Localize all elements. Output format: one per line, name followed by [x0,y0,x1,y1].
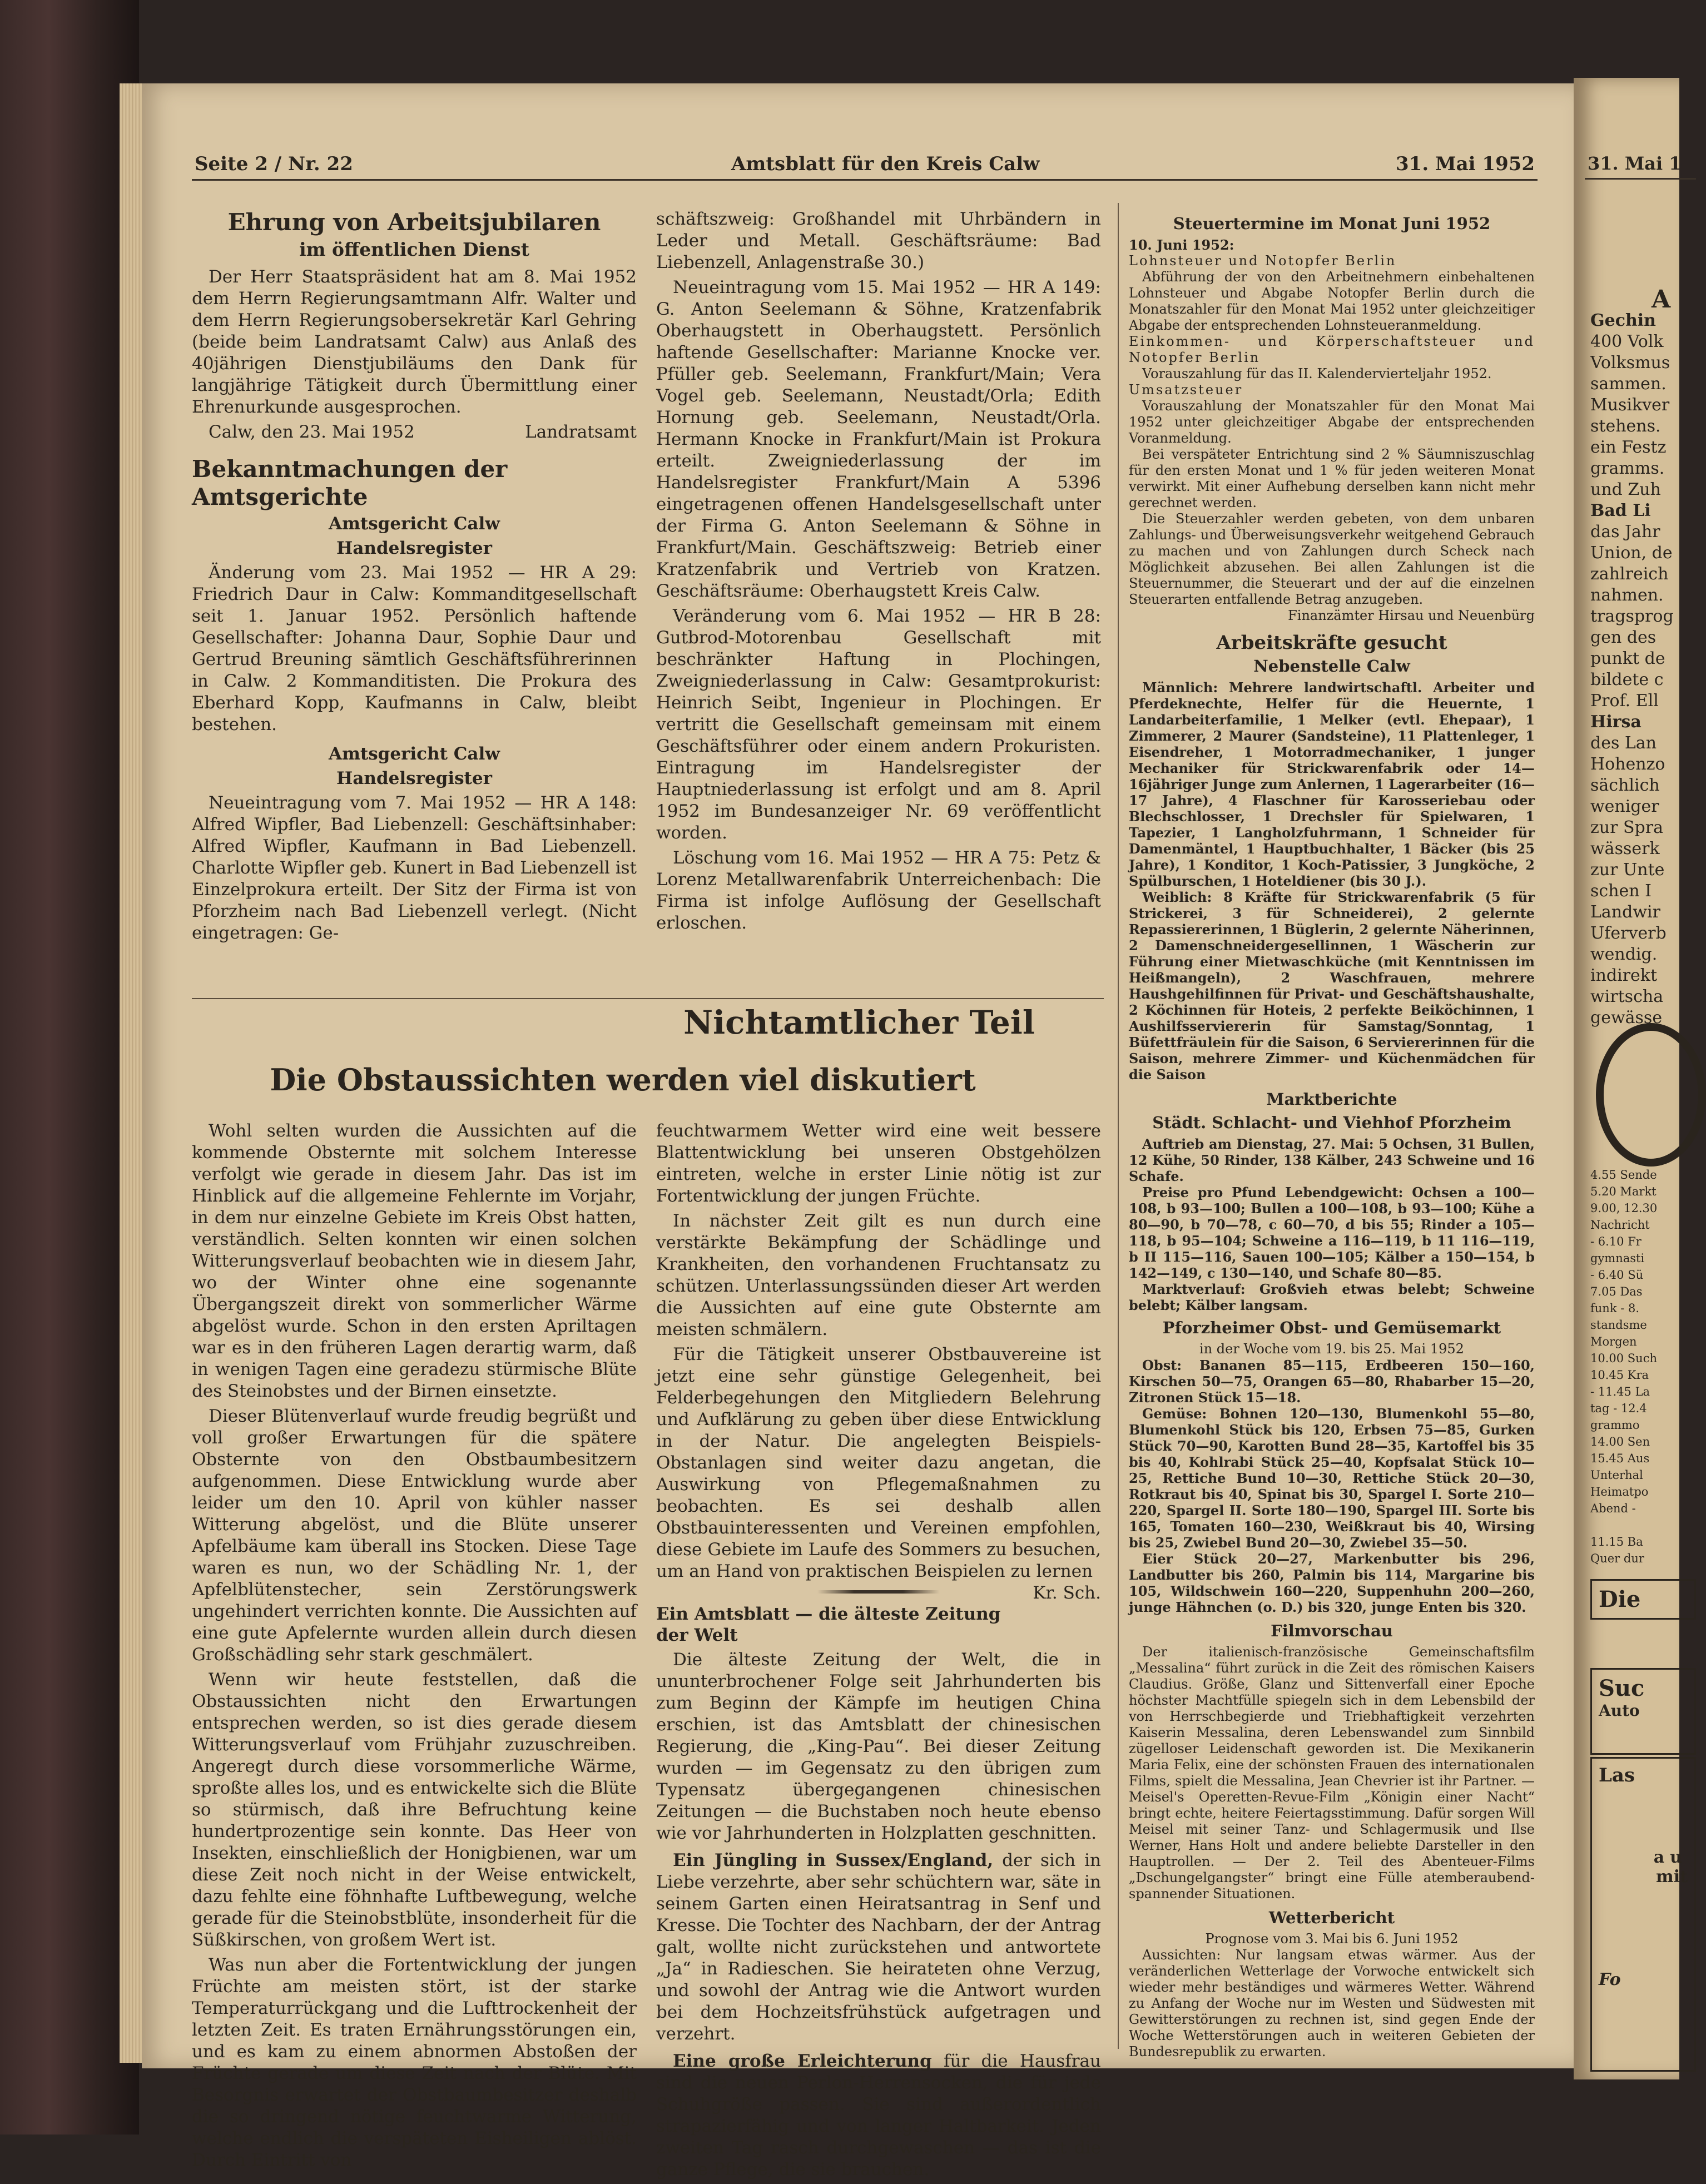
next-page-line: gewässe [1590,1008,1663,1028]
job-list: Männlich: Mehrere landwirtschaftl. Arbeiter und Pferdeknechte, Helfer für die Heuernte, 1 Landarbeiterfamilie, 1 Melker (evtl. Ehepaar), 1 Zimmerer, 2 Maurer (Sandsteine), 11 Plattenleger, 1 Eisendreher, 1 Motorradmechaniker, 1 junger Mechaniker für Strickwarenfabrik oder 14—16jähriger Junge zum Anlernen, 1 Lagerarbeiter (16—17 Jahre), 4 Flaschner für Karosseriebau oder Blechschlosser, 1 Drechsler für Spielwaren, 1 Tapezier, 1 Langholzfuhrmann, 1 Schneider für Damenmäntel, 1 Hauptbuchhalter, 1 Bäcker (bis 25 Jahre), 1 Konditor, 1 Koch-Patissier, 3 Jungköche, 2 Spülburschen, 1 Hoteldiener (bis 30 J.). [1129,679,1535,889]
paragraph: Der Herr Staatspräsident hat am 8. Mai 1952 dem Herrn Regierungsamtmann Alfr. Walter und dem Herrn Regierungsobersekretär Karl Gehring (beide beim Landratsamt Calw) aus Anlaß des 40jährigen Dienstjubiläums den Dank für langjährige Tätigkeit durch Übermittlung einer Ehrenurkunde ausgesprochen. [192,267,637,417]
paragraph: Vorauszahlung für das II. Kalendervierteljahr 1952. [1142,366,1492,381]
section-title: Steuertermine im Monat Juni 1952 [1173,214,1491,233]
next-page-line: des Lan [1590,733,1657,753]
radio-line: Heimatpo [1590,1485,1649,1498]
ad-text: Suc [1599,1675,1645,1701]
radio-line: Unterhal [1590,1468,1643,1482]
register-name: Handelsregister [336,538,492,558]
column-2-lower [656,1120,1101,2184]
dateline: Calw, den 23. Mai 1952 Landratsamt [209,422,637,442]
radio-line: - 11.45 La [1590,1385,1650,1398]
section-banner: Nichtamtlicher Teil [683,1004,1035,1041]
radio-line: 11.15 Ba [1590,1535,1643,1548]
next-page-line: und Zuh [1590,480,1661,499]
ad-text: Fo [1599,1970,1621,1989]
ad-text: Auto [1599,1701,1640,1720]
section-subtitle: in der Woche vom 19. bis 25. Mai 1952 [1199,1341,1464,1357]
next-page-line: bildete c [1590,670,1664,689]
newspaper-page [142,83,1576,2180]
newspaper-title: Amtsblatt für den Kreis Calw [731,153,1040,175]
paragraph: Abführung der von den Arbeitnehmern einbehaltenen Lohnsteuer und Abgabe Notopfer Berlin durch die Monatszahler für den Monat Mai 1952 unter gleichzeitiger Abgabe der entsprechenden Lohnsteueranmeldung. [1129,269,1535,333]
ad-text: Las [1599,1764,1635,1786]
next-page-line: Bad Li [1590,501,1651,520]
column-1-upper [192,209,637,947]
advertisement [1590,1668,1696,1755]
section-subtitle: Städt. Schlacht- und Viehhof Pforzheim [1152,1113,1511,1132]
paragraph: Bei verspäteter Entrichtung sind 2 % Säumniszuschlag für den ersten Monat und 1 % für jeden weiteren Monat verwirkt. Mit einer Aufhebung derselben kann nicht mehr gerechnet werden. [1129,446,1535,510]
next-page-line: tragsprog [1590,607,1674,626]
section-title: Bekanntmachungen der Amtsgerichte [192,455,508,510]
paragraph: Marktverlauf: Großvieh etwas belebt; Schweine belebt; Kälber langsam. [1129,1281,1535,1313]
paragraph: Gemüse: Bohnen 120—130, Blumenkohl 55—80, Blumenkohl Stück bis 120, Erbsen 75—85, Gurken Stück 70—90, Karotten Bund 28—35, Kartoffel bis 35 bis 40, Kohlrabi Stück 25—40, Kopfsalat Stück 10—25, Rettiche Bund 10—30, Rettiche Stück 20—30, Rotkraut bis 40, Spinat bis 30, Spargel I. Sorte 210—220, Spargel II. Sorte 180—190, Spargel III. Sorte bis 165, Tomaten 160—230, Weißkraut bis 40, Wirsing bis 25, Zwiebel Bund 20—30, Zwiebel 35—50. [1129,1406,1535,1551]
next-page-line: wirtscha [1590,987,1664,1006]
radio-line: 14.00 Sen [1590,1435,1650,1448]
next-page-date: 31. Mai 1 [1588,153,1682,174]
next-page-line: Musikver [1590,395,1670,415]
column-1-lower [192,1120,637,2175]
register-name: Handelsregister [336,768,492,788]
next-page-line: Union, de [1590,543,1673,563]
next-page-line: Landwir [1590,902,1660,922]
ad-text: mit [1656,1867,1688,1887]
section-subtitle: Nebenstelle Calw [1253,657,1410,676]
job-list: Weiblich: 8 Kräfte für Strickwarenfabrik (5 für Strickerei, 3 für Schneiderei), 2 gelernte Repassiererinnen, 1 Büglerin, 2 gelernte Näherinnen, 2 Damenschneidergesellinnen, 1 Wäscherin zur Führung einer Mietwaschküche (mit Kenntnissen im Heißmangeln), 2 Waschfrauen, mehrere Haushgehilfinnen für Privat- und Geschäftshaushalte, 2 Köchinnen für Hoteis, 2 perfekte Beiköchinnen, 1 Aushilfsserviererin für Samstag/Sonntag, 1 Büfettfräulein für die Saison, 6 Serviererinnen für die Saison, mehrere Zimmer- und Küchenmädchen für die Saison [1129,889,1535,1083]
radio-line: tag - 12.4 [1590,1402,1647,1415]
paragraph: Veränderung vom 6. Mai 1952 — HR B 28: Gutbrod-Motorenbau Gesellschaft mit beschränkter Haftung in Plochingen, Zweigniederlassung in Calw: Gesamtprokurist: Heinrich Seibt, Ingenieur in Plochingen. Er vertritt die Gesellschaft gemeinsam mit einem Geschäftsführer oder einem andern Prokuristen. Eintragung im Handelsregister der Hauptniederlassung ist erfolgt und am 8. April 1952 im Bundesanzeiger Nr. 69 veröffentlicht worden. [656,606,1101,843]
paragraph: Auftrieb am Dienstag, 27. Mai: 5 Ochsen, 31 Bullen, 12 Kühe, 50 Rinder, 138 Kälber, 243 Schweine und 16 Schafe. [1129,1136,1535,1184]
radio-line: 9.00, 12.30 [1590,1202,1658,1215]
next-page-line: ein Festz [1590,438,1667,457]
next-page-line: wendig. [1590,945,1658,964]
paragraph: Aussichten: Nur langsam etwas wärmer. Aus der veränderlichen Wetterlage der Vorwoche entwickelt sich wieder mehr beständiges und wärmeres Wetter. Während zu Anfang der Woche nur im Westen und Südwesten mit Gewitterstörungen zu rechnen ist, sind gegen Ende der Woche Wetterstörungen auch in weiteren Gebieten der Bundesrepublik zu erwarten. [1129,1947,1535,2059]
next-page-line: Gechin [1590,311,1656,330]
next-page-line: sächlich [1590,776,1660,795]
radio-line: funk - 8. [1590,1302,1640,1315]
next-page-line: stehens. [1590,416,1661,436]
article-title: Ehrung von Arbeitsjubilaren [227,209,601,236]
paragraph: Der italienisch-französische Gemeinschaftsfilm „Messalina“ führt zurück in die Zeit des römischen Kaisers Claudius. Größe, Glanz und Sittenverfall einer Epoche höchster Machtfülle spiegeln sich in dem Lebensbild der von Herrschbegierde und Triebhaftigkeit verzehrten Kaiserin Messalina, deren Lebenswandel zum Sinnbild zügelloser Leidenschaft geworden ist. Die Mexikanerin Maria Felix, eine der schönsten Frauen des internationalen Films, spielt die Messalina, Jean Chevrier ist ihr Partner. — Meisel's Operetten-Revue-Film „Königin einer Nacht“ bringt echte, heitere Feiertagsstimmung. Dafür sorgen Will Meisel mit seiner Tanz- und Schlagermusik und Ilse Werner, Hans Holt und andere beliebte Darsteller in den Hauptrollen. — Der 2. Teil des Abenteuer-Films „Dschungelgangster“ bringt eine Fülle atemberaubend-spannender Situationen. [1129,1644,1535,1902]
page-number: Seite 2 / Nr. 22 [195,153,353,175]
radio-line: 4.55 Sende [1590,1168,1657,1182]
radio-line: gymnasti [1590,1252,1645,1265]
section-subtitle: Prognose vom 3. Mai bis 6. Juni 1952 [1205,1931,1459,1947]
paragraph: schäftszweig: Großhandel mit Uhrbändern in Leder und Metall. Geschäftsräume: Bad Liebenzell, Anlagenstraße 30.) [656,209,1101,272]
paragraph: Dieser Blütenverlauf wurde freudig begrüßt und voll großer Erwartungen für die spätere Obsternte von den Obstbaumbesitzern aufgenommen. Diese Entwicklung wurde aber leider um den 10. April von kühler nasser Witterung abgelöst, und die Blüte unserer Apfelbäume kam überall ins Stocken. Diese Tage waren es nun, wo der Schädling Nr. 1, der Apfelblütenstecher, sein Zerstörungswerk ungehindert verrichten konnte. Die Aussichten auf eine gute Apfelernte wurden allein durch diesen Großschädling sehr stark geschmälert. [192,1406,637,1665]
signature: Finanzämter Hirsau und Neuenbürg [1288,608,1535,623]
next-page-line: schen I [1590,881,1652,901]
tax-heading: Einkommen- und Körperschaftsteuer und Notopfer Berlin [1129,334,1535,365]
radio-line: 10.45 Kra [1590,1368,1649,1382]
radio-line: Morgen [1590,1335,1637,1348]
next-page-line: wässerk [1590,839,1660,858]
paragraph: Vorauszahlung der Monatszahler für den Monat Mai 1952 unter gleichzeitiger Abgabe der entsprechenden Voranmeldung. [1129,398,1535,446]
signature: Landratsamt [525,422,637,442]
article-title: Ein Amtsblatt — die älteste Zeitung der Welt [656,1604,1001,1645]
next-page-line: 400 Volk [1590,332,1664,351]
paragraph: Neueintragung vom 15. Mai 1952 — HR A 149: G. Anton Seelemann & Söhne, Kratzenfabrik Oberhaugstett in Oberhaugstett. Persönlich haftende Gesellschafter: Marianne Knocke ver. Pfüller geb. Seelemann, Frankfurt/Main; Vera Vogel geb. Seelemann, Neustadt/Orla; Edith Hornung geb. Seelemann, Neustadt/Orla. Hermann Knocke in Frankfurt/Main ist Prokura erteilt. Zweigniederlassung der im Handelsregister Frankfurt/Main A 5396 eingetragenen offenen Handelsgesellschaft unter der Firma G. Anton Seelemann & Söhne in Frankfurt/Main. Geschäftszweig: Betrieb einer Kratzenfabrik und Vertrieb von Kratzen. Geschäftsräume: Oberhaugstett Kreis Calw. [656,277,1101,601]
column-2-upper [656,209,1101,937]
ad-text: au [1653,1848,1688,1867]
paragraph: Eier Stück 20—27, Markenbutter bis 296, Landbutter bis 260, Palmin bis 114, Margarine bis 105, Wildschwein 160—220, Suppenhuhn 200—260, junge Hähnchen (o. D.) bis 320, junge Enten bis 320. [1129,1551,1535,1615]
next-page-line: Hirsa [1590,712,1641,732]
radio-line: grammo [1590,1418,1640,1432]
column-rule [1118,203,1119,2049]
paragraph: Wenn wir heute feststellen, daß die Obstaussichten nicht den Erwartungen entsprechen werden, so ist dies gerade diesem Witterungsverlauf vom Frühjahr zuzuschreiben. Angeregt durch diese vorsommerliche Wärme, sproßte alles los, und es entwickelte sich die Blüte so stürmisch, daß ihre Befruchtung keine hundertprozentige sein konnte. Das Heer von Insekten, einschließlich der Honigbienen, war um diese Zeit noch nicht in der Weise entwickelt, dazu fehlte eine föhnhafte Luftbewegung, welche gerade für die Steinobstblüte, insonderheit für die Süßkirschen, von großem Wert ist. [192,1670,637,1950]
headline: Die Obstaussichten werden viel diskutiert [270,1062,976,1098]
paragraph: Ein Jüngling in Sussex/England, der sich in Liebe verzehrte, aber sehr schüchtern war, säte in seinem Garten einen Heiratsantrag in Senf und Kresse. Die Tochter des Nachbarn, der der Antrag galt, wollte nicht zurückstehen und antwortete „Ja“ in Radieschen. Sie heirateten ohne Verzug, und sowohl der Antrag wie die Antwort wurden bei dem Hochzeitsfrühstück aufgetragen und verzehrt. [656,1850,1101,2044]
paragraph: Preise pro Pfund Lebendgewicht: Ochsen a 100—108, b 93—100; Bullen a 100—108, b 93—100; Kühe a 80—90, b 70—78, c 60—70, d bis 55; Rinder a 105—118, b 95—104; Schweine a 116—119, b 11 116—119, b II 115—116, Sauen 100—105; Kälber a 150—154, b 142—149, c 130—140, und Schafe 80—85. [1129,1184,1535,1281]
radio-line: - 6.10 Fr [1590,1235,1641,1248]
paragraph: Löschung vom 16. Mai 1952 — HR A 75: Petz & Lorenz Metallwarenfabrik Unterreichenbach: Die Firma ist infolge Auflösung der Gesellschaft erloschen. [656,848,1101,933]
paragraph: feuchtwarmem Wetter wird eine weit bessere Blattentwicklung bei unseren Obstgehölzen eintreten, welche in erster Linie nötig ist zur Fortentwicklung der jungen Früchte. [656,1121,1101,1206]
next-page-line: Volksmus [1590,353,1670,373]
divider [192,998,1104,999]
paragraph: In nächster Zeit gilt es nun durch eine verstärkte Bekämpfung der Schädlinge und Krankheiten, den vorhandenen Fruchtansatz zu schützen. Unterlassungssünden dieser Art werden die Aussichten auf eine gute Obsternte am meisten schmälern. [656,1211,1101,1339]
paragraph: Die Steuerzahler werden gebeten, von dem unbaren Zahlungs- und Überweisungsverkehr weitgehend Gebrauch zu machen und von Zahlungen durch Scheck nach Möglichkeit abzusehen. Bei allen Zahlungen ist die Steuernummer, die Steuerart und der auf die einzelnen Steuerarten entfallende Betrag anzugeben. [1129,511,1535,607]
section-title: Wetterbericht [1268,1908,1395,1927]
radio-line: Quer dur [1590,1552,1644,1565]
radio-line: Nachricht [1590,1218,1650,1232]
next-page-line: Prof. Ell [1590,691,1659,711]
next-page-line: sammen. [1590,374,1667,394]
advertisement: Die [1590,1579,1696,1620]
next-page-line: Hohenzo [1590,755,1665,774]
next-page-line: nahmen. [1590,585,1664,605]
radio-line: 7.05 Das [1590,1285,1643,1298]
next-page-line: zur Spra [1590,818,1663,837]
next-page-line: das Jahr [1590,522,1660,542]
next-page-line: zahlreich [1590,564,1669,584]
date-line: 10. Juni 1952: [1129,237,1234,253]
next-page-line: gramms. [1590,459,1665,478]
column-3 [1129,211,1535,2060]
article-subtitle: im öffentlichen Dienst [299,239,529,260]
signature: Kr. Sch. [1033,1583,1101,1603]
paragraph: Was nun aber die Fortentwicklung der jungen Früchte am meisten stört, ist der starke Temperaturrückgang und die Lufttrockenheit der letzten Zeit. Es traten Ernährungsstörungen ein, und es kam zu einem abnormen Abstoßen der Früchte gerade um diese Zeit nach der Blüte. Mit Besorgnis erwartet der Obstbaumbesitzer deshalb die so dringend nötige feuchtwarme Witterung, welche endlich die verspäteten Eisheiligen ablöst. Durch Eintritt von [192,1955,637,2170]
radio-line: 10.00 Such [1590,1352,1657,1365]
book-binding [0,0,139,2135]
tax-heading: Lohnsteuer und Notopfer Berlin [1129,253,1397,269]
radio-line: Abend - [1590,1502,1636,1515]
paragraph: Die älteste Zeitung der Welt, die in ununterbrochener Folge seit Jahrhunderten bis zum Beginn der Kämpfe im heutigen China erschien, ist das Amtsblatt der chinesischen Regierung, die „King-Pau“. Bei dieser Zeitung wurden — im Gegensatz zu den übrigen zum Typensatz übergegangenen chinesischen Zeitungen — die Buchstaben noch heute ebenso wie vor Jahrhunderten in Holzplatten geschnitten. [656,1650,1101,1843]
radio-line: standsme [1590,1318,1647,1332]
radio-line: - 6.40 Sü [1590,1268,1644,1282]
tax-heading: Umsatzsteuer [1129,382,1243,398]
section-title: Filmvorschau [1271,1621,1393,1640]
paragraph: Obst: Bananen 85—115, Erdbeeren 150—160, Kirschen 50—75, Orangen 65—80, Rhabarber 15—20, Zitronen Stück 15—18. [1129,1357,1535,1406]
next-page-line: gen des [1590,628,1657,647]
section-title: Marktberichte [1266,1090,1397,1109]
logo-emblem [1596,1023,1706,1167]
next-page-line: indirekt [1590,966,1658,985]
paragraph: Eine große Erleichterung für die Hausfrau sind die neuen Perlon-Herrensocken, die für jede Schuhgröße passen. Sie sind außerordentlich strapazierfähig und von langer Haltbarkeit. Jeden zweiten Tag rasch durchgewaschen — das ist die ganze Pflege, die sie brauchen. [656,2051,1102,2180]
paragraph: Wohl selten wurden die Aussichten auf die kommende Obsternte mit solchem Interesse verfolgt wie gerade in diesem Jahr. Das ist im Hinblick auf die allgemeine Fehlernte im Vorjahr, in dem nur einzelne Gebiete im Kreis Obst hatten, verständlich. Selten konnten wir einen solchen Witterungsverlauf beobachten wie in diesem Jahr, wo der Winter ohne eine sogenannte Übergangszeit direkt von sommerlicher Wärme abgelöst wurde. Schon in den ersten Apriltagen war es in den früheren Lagen derartig warm, daß in wenigen Tagen eine geradezu stürmische Blüte des Steinobstes und der Birnen einsetzte. [192,1121,637,1401]
next-page-edge [1574,78,1688,2079]
paragraph: Für die Tätigkeit unserer Obstbauvereine ist jetzt eine sehr günstige Gelegenheit, bei Felderbegehungen den Mitgliedern Belehrung und Aufklärung zu geben über diese Entwicklung in der Natur. Die angelegten Beispiels-Obstanlagen sind weiter dazu angetan, die Auswirkung von Pflegemaßnahmen zu beobachten. Es sei deshalb allen Obstbauinteressenten und Vereinen empfohlen, diese Gebiete im Laufe des Sommers zu besuchen, um an Hand von praktischen Beispielen zu lernen Kr. Sch. [656,1344,1101,1603]
section-title: Pforzheimer Obst- und Gemüsemarkt [1162,1318,1501,1337]
radio-line: 15.45 Aus [1590,1452,1650,1465]
court-name: Amtsgericht Calw [329,744,500,764]
next-page-line: weniger [1590,797,1659,816]
header-rule [1585,178,1696,180]
separator [817,1590,940,1594]
next-page-line: zur Unte [1590,860,1665,880]
next-page-line: punkt de [1590,649,1665,668]
issue-date: 31. Mai 1952 [1396,153,1535,175]
paragraph: Neueintragung vom 7. Mai 1952 — HR A 148: Alfred Wipfler, Bad Liebenzell: Geschäftsinhaber: Alfred Wipfler, Kaufmann in Bad Liebenzell. Charlotte Wipfler geb. Kunert in Bad Liebenzell ist Einzelprokura erteilt. Der Sitz der Firma ist von Pforzheim nach Bad Liebenzell verlegt. (Nicht eingetragen: Ge- [192,793,637,943]
paragraph: Änderung vom 23. Mai 1952 — HR A 29: Friedrich Daur in Calw: Kommanditgesellschaft seit 1. Januar 1952. Persönlich haftende Gesellschafter: Johanna Daur, Sophie Daur und Gertrud Breuning sämtlich Geschäftsführerinnen in Calw. 2 Kommanditisten. Die Prokura des Eberhard Kopp, Kaufmanns in Calw, bleibt bestehen. [192,563,637,734]
advertisement [1590,1757,1696,2072]
next-page-line: Uferverb [1590,924,1667,943]
court-name: Amtsgericht Calw [329,514,500,534]
header-rule [192,179,1538,181]
next-page-line: A [1652,285,1671,314]
radio-line: 5.20 Markt [1590,1185,1657,1198]
section-title: Arbeitskräfte gesucht [1216,632,1447,654]
